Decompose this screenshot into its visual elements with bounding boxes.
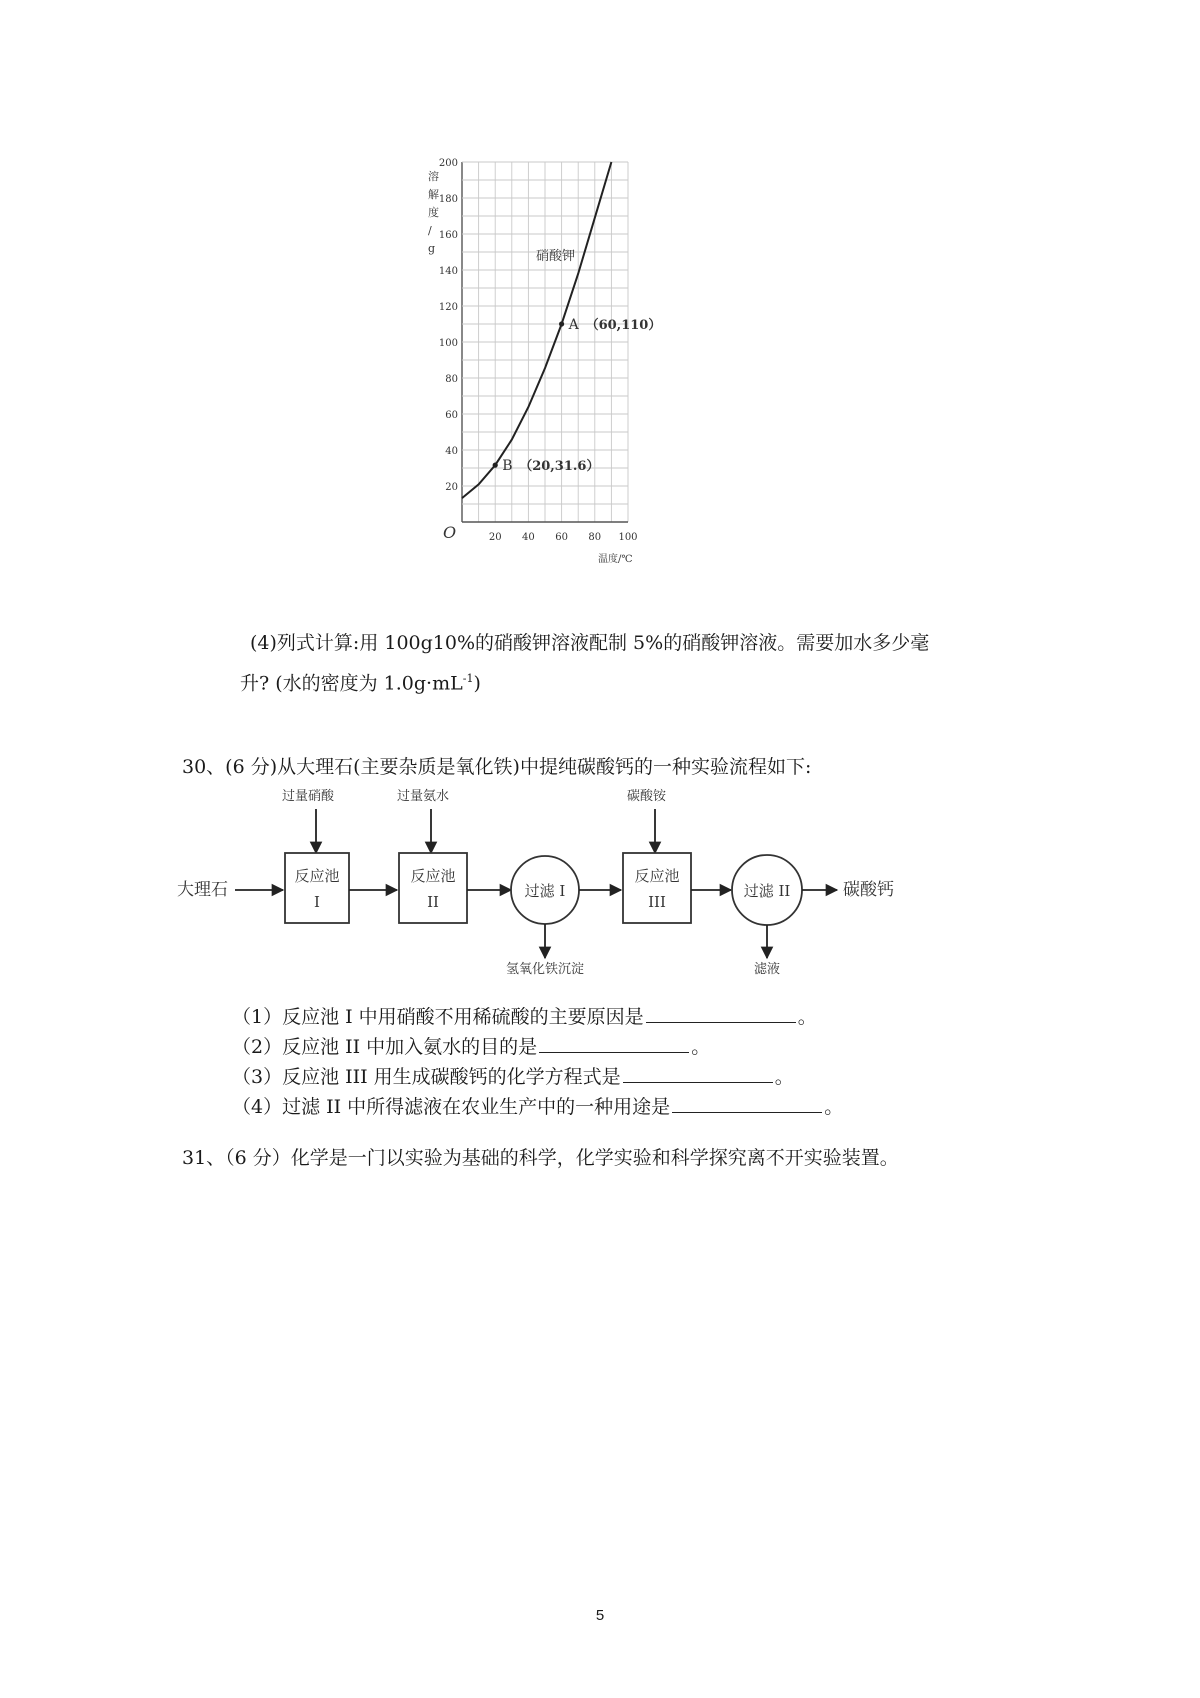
- y-axis-label-char: g: [428, 242, 436, 255]
- q4-line-1: (4)列式计算:用 100g10%的硝酸钾溶液配制 5%的硝酸钾溶液。需要加水多少毫: [250, 632, 930, 654]
- q4-line-2-end: ): [473, 672, 481, 695]
- reagent-2-label: 过量氨水: [397, 789, 450, 804]
- point-coord-a: （60,110）: [585, 318, 662, 333]
- x-tick-label: 100: [618, 532, 638, 543]
- question-30-stem: 30、(6 分)从大理石(主要杂质是氧化铁)中提纯碳酸钙的一种实验流程如下:: [182, 756, 812, 778]
- x-axis-label: 温度/℃: [598, 554, 633, 565]
- answer-blank-3[interactable]: [623, 1062, 773, 1083]
- x-tick-label: 60: [555, 532, 568, 543]
- subquestion-4: [232, 1092, 843, 1121]
- solubility-chart: [428, 158, 740, 610]
- question-31-stem: 31、（6 分）化学是一门以实验为基础的科学，化学实验和科学探究离不开实验装置。: [182, 1147, 899, 1169]
- answer-blank-1[interactable]: [646, 1002, 796, 1023]
- x-tick-label: 40: [522, 532, 535, 543]
- q4-unit-exponent: -1: [462, 672, 474, 685]
- byproduct-2-label: 滤液: [753, 962, 781, 977]
- y-tick-label: 40: [445, 446, 458, 457]
- series-label: 硝酸钾: [536, 249, 576, 264]
- subquestion-4-end: 。: [824, 1096, 844, 1118]
- y-tick-label: 200: [438, 158, 458, 169]
- y-tick-label: 80: [445, 374, 458, 385]
- reaction-tank-3-number: III: [648, 893, 666, 911]
- y-tick-label: 180: [438, 194, 458, 205]
- byproduct-1-label: 氢氧化铁沉淀: [505, 962, 585, 977]
- reaction-tank-1-number: I: [314, 893, 320, 911]
- data-point-b: [493, 463, 498, 468]
- y-axis-label-char: 度: [428, 206, 439, 219]
- subquestion-2: [232, 1032, 710, 1061]
- y-tick-label: 20: [445, 482, 458, 493]
- subquestion-4-text: （4）过滤 II 中所得滤液在农业生产中的一种用途是: [232, 1096, 671, 1118]
- reaction-tank-2-number: II: [427, 893, 439, 911]
- answer-blank-2[interactable]: [539, 1032, 689, 1053]
- q4-line-2: [240, 661, 1010, 701]
- subquestion-3-text: （3）反应池 III 用生成碳酸钙的化学方程式是: [232, 1066, 621, 1088]
- flow-input-label: 大理石: [177, 880, 228, 900]
- process-flow-diagram: [175, 783, 1005, 977]
- reaction-tank-2: [399, 853, 467, 923]
- page-number: 5: [595, 1607, 605, 1624]
- y-axis-label-char: /: [428, 224, 432, 237]
- point-coord-b: （20,31.6）: [519, 459, 600, 475]
- y-tick-label: 100: [438, 338, 458, 349]
- y-axis-label-char: 溶: [428, 170, 439, 183]
- flow-output-label: 碳酸钙: [843, 880, 894, 900]
- reaction-tank-1-title: 反应池: [294, 867, 340, 885]
- x-tick-label: 80: [588, 532, 602, 543]
- origin-label: O: [443, 523, 457, 542]
- reagent-3-label: 碳酸铵: [627, 789, 667, 804]
- reaction-tank-3: [623, 853, 691, 923]
- q4-line-2-text: 升? (水的密度为 1.0g·mL: [240, 672, 463, 695]
- y-tick-labels: [439, 158, 458, 493]
- filter-2-label: 过滤 II: [743, 882, 791, 900]
- reagent-1-label: 过量硝酸: [282, 789, 335, 804]
- subquestion-3-end: 。: [774, 1066, 794, 1088]
- subquestion-2-end: 。: [691, 1036, 711, 1058]
- y-axis-label-char: 解: [428, 188, 439, 201]
- subquestion-1-end: 。: [797, 1006, 817, 1028]
- y-tick-label: 60: [445, 410, 458, 421]
- question-4: [240, 625, 1010, 701]
- y-axis-label: [428, 169, 439, 255]
- y-tick-label: 160: [438, 230, 458, 241]
- filter-1-label: 过滤 I: [524, 882, 566, 900]
- subquestion-3: [232, 1062, 794, 1091]
- subquestion-1-text: （1）反应池 I 中用硝酸不用稀硫酸的主要原因是: [232, 1006, 644, 1028]
- reaction-tank-3-title: 反应池: [634, 867, 680, 885]
- x-tick-labels: [489, 532, 638, 543]
- point-label-a: A: [568, 317, 579, 333]
- x-tick-label: 20: [488, 532, 502, 543]
- data-point-a: [559, 321, 564, 326]
- y-tick-label: 120: [438, 302, 458, 313]
- y-tick-label: 140: [438, 266, 458, 277]
- point-label-b: B: [502, 458, 513, 475]
- reaction-tank-2-title: 反应池: [410, 867, 456, 885]
- reaction-tank-1: [285, 853, 349, 923]
- answer-blank-4[interactable]: [672, 1092, 822, 1113]
- subquestion-1: [232, 1002, 817, 1031]
- subquestion-2-text: （2）反应池 II 中加入氨水的目的是: [232, 1036, 538, 1058]
